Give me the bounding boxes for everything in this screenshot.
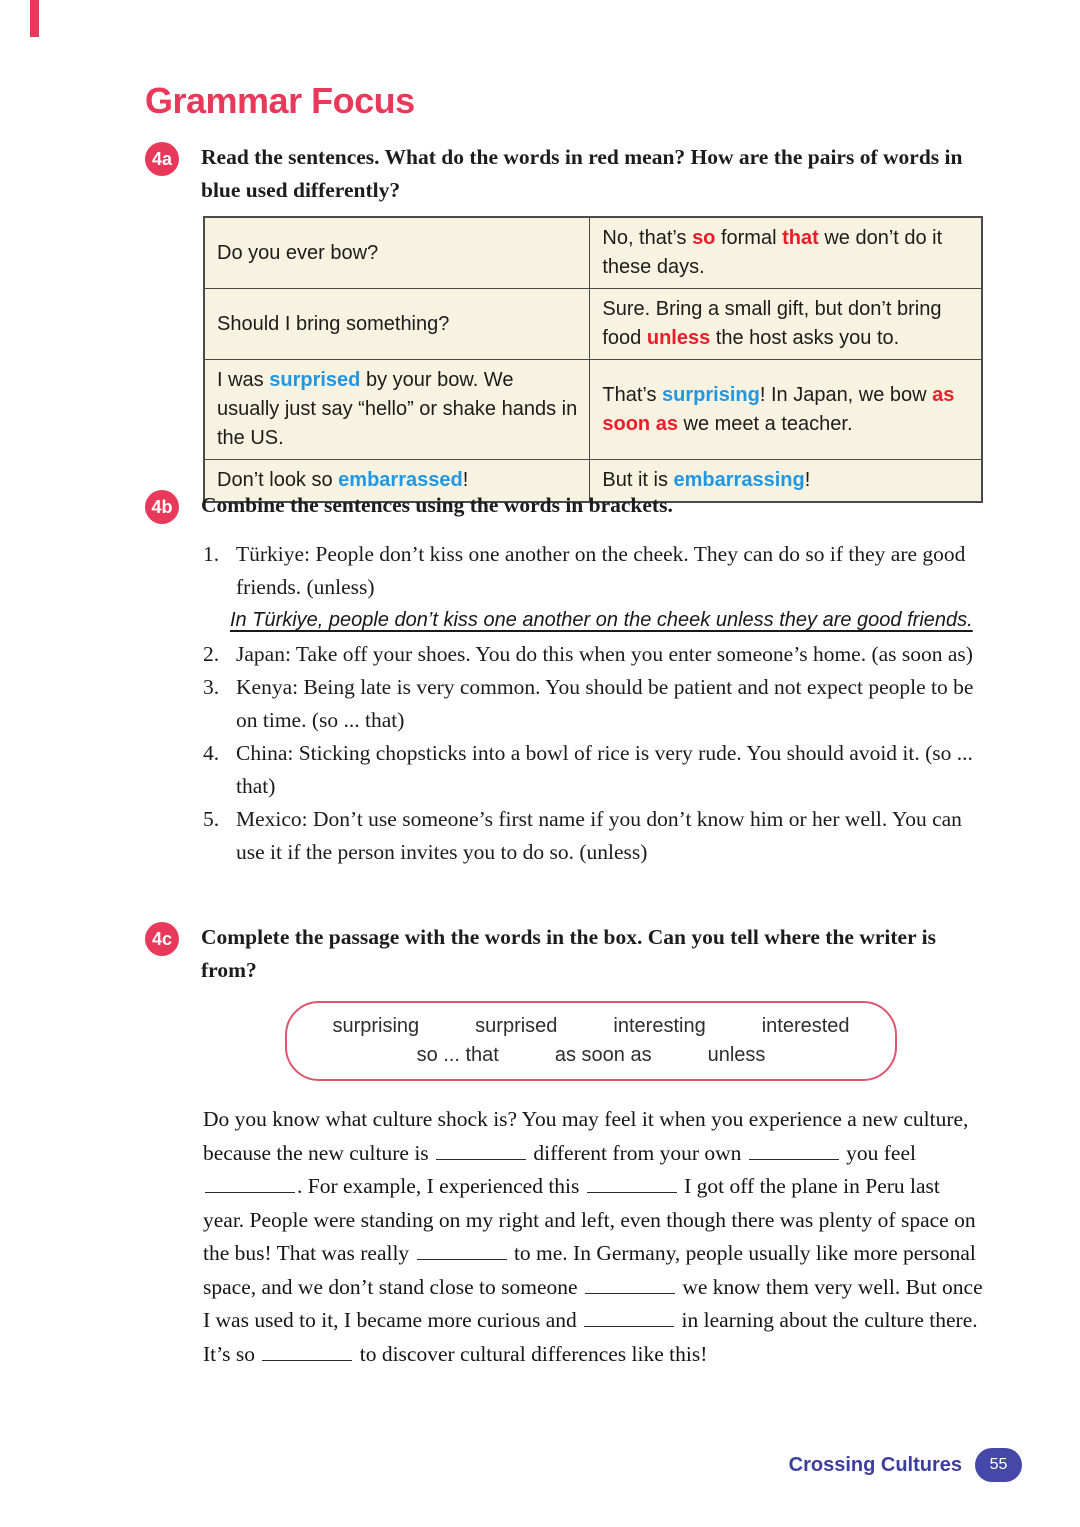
word-box-word: unless xyxy=(707,1044,766,1066)
highlight-word-red: so xyxy=(692,227,716,249)
list-item-number: 5. xyxy=(203,807,220,831)
highlight-word-blue: surprised xyxy=(269,369,361,391)
page-footer xyxy=(789,1448,1022,1482)
list-item-number: 1. xyxy=(203,542,220,566)
blank-line xyxy=(436,1138,526,1160)
list-item-text: Mexico: Don’t use someone’s first name if you don’t know him or her well. You can use it if the person invites you to do so. (unless) xyxy=(236,807,962,864)
table-cell-answer: That’s surprising! In Japan, we bow as soon as we meet a teacher. xyxy=(590,360,982,460)
highlight-word-blue: embarrassed xyxy=(338,469,463,491)
highlight-word-red: as soon as xyxy=(602,383,955,435)
exercise-4b-instruction: Combine the sentences using the words in brackets. xyxy=(201,493,673,517)
table-row xyxy=(204,289,982,360)
table-cell-answer: No, that’s so formal that we don’t do it these days. xyxy=(590,217,982,289)
list-item xyxy=(203,538,995,635)
word-box-word: as soon as xyxy=(554,1044,652,1066)
word-box xyxy=(285,1001,897,1081)
exercise-4c-header xyxy=(145,921,1005,987)
page-title: Grammar Focus xyxy=(145,80,415,122)
cloze-passage: Do you know what culture shock is? You may feel it when you experience a new culture, because the new culture is different from your own you feel . For example, I experienced this I got off the plane in Peru last year. People were standing on my right and left, even though there was plenty of space on the bus! That was really to me. In Germany, people usually like more personal space, and we don’t stand close to someone we know them very well. But once I was used to it, I became more curious and in learning about the culture there. It’s so to discover cultural differences like this! xyxy=(203,1107,983,1366)
table-cell-answer: But it is embarrassing! xyxy=(590,460,982,503)
answer-line: In Türkiye, people don’t kiss one another on the cheek unless they are good friends. xyxy=(230,609,973,631)
list-item-text: Japan: Take off your shoes. You do this when you enter someone’s home. (as soon as) xyxy=(236,642,973,666)
exercise-4c xyxy=(145,921,1005,1371)
word-box-word: surprised xyxy=(475,1015,558,1037)
list-item-number: 2. xyxy=(203,642,220,666)
highlight-word-red: that xyxy=(782,227,819,249)
blank-line xyxy=(584,1306,674,1328)
table-cell-question: I was surprised by your bow. We usually just say “hello” or shake hands in the US. xyxy=(204,360,590,460)
table-row xyxy=(204,217,982,289)
table-cell-question: Should I bring something? xyxy=(204,289,590,360)
word-box-word: interested xyxy=(761,1015,850,1037)
exercise-4c-badge: 4c xyxy=(145,922,179,956)
list-item-number: 3. xyxy=(203,675,220,699)
list-item xyxy=(203,671,995,737)
highlight-word-blue: embarrassing xyxy=(673,469,805,491)
exercise-4c-instruction: Complete the passage with the words in the box. Can you tell where the writer is from? xyxy=(201,925,936,982)
list-item xyxy=(203,803,995,869)
table-row xyxy=(204,360,982,460)
blank-line xyxy=(585,1272,675,1294)
word-box-row xyxy=(301,1012,881,1041)
highlight-word-blue: surprising xyxy=(662,383,760,406)
exercise-4b-badge: 4b xyxy=(145,490,179,524)
blank-line xyxy=(749,1138,839,1160)
list-item-text: Türkiye: People don’t kiss one another on the cheek. They can do so if they are good friends. (unless) xyxy=(236,542,966,599)
word-box-word: interesting xyxy=(613,1015,706,1037)
blank-line xyxy=(417,1239,507,1261)
list-item-text: Kenya: Being late is very common. You should be patient and not expect people to be on time. (so ... that) xyxy=(236,675,974,732)
exercise-4a-instruction: Read the sentences. What do the words in red mean? How are the pairs of words in blue used differently? xyxy=(201,145,963,202)
word-box-word: surprising xyxy=(332,1015,420,1037)
exercise-4a-badge: 4a xyxy=(145,142,179,176)
blank-line xyxy=(205,1172,295,1194)
page-accent-bar xyxy=(30,0,39,37)
exercise-4a-header xyxy=(145,141,1005,207)
word-box-row xyxy=(301,1041,881,1070)
sentence-table xyxy=(203,216,983,503)
exercise-4a xyxy=(145,141,1005,503)
exercise-4b-header xyxy=(145,489,1005,524)
highlight-word-red: unless xyxy=(646,327,711,349)
blank-line xyxy=(262,1339,352,1361)
table-cell-question: Don’t look so embarrassed! xyxy=(204,460,590,503)
list-item xyxy=(203,638,995,671)
exercise-4b-list xyxy=(203,538,995,869)
list-item-number: 4. xyxy=(203,741,220,765)
page-number-badge: 55 xyxy=(975,1448,1022,1482)
list-item-text: China: Sticking chopsticks into a bowl of rice is very rude. You should avoid it. (so ... that) xyxy=(236,741,973,798)
unit-title: Crossing Cultures xyxy=(788,1453,962,1476)
table-cell-answer: Sure. Bring a small gift, but don’t bring food unless the host asks you to. xyxy=(590,289,982,360)
list-item xyxy=(203,737,995,803)
blank-line xyxy=(587,1172,677,1194)
exercise-4b xyxy=(145,489,1005,869)
word-box-word: so ... that xyxy=(416,1044,499,1066)
table-cell-question: Do you ever bow? xyxy=(204,217,590,289)
